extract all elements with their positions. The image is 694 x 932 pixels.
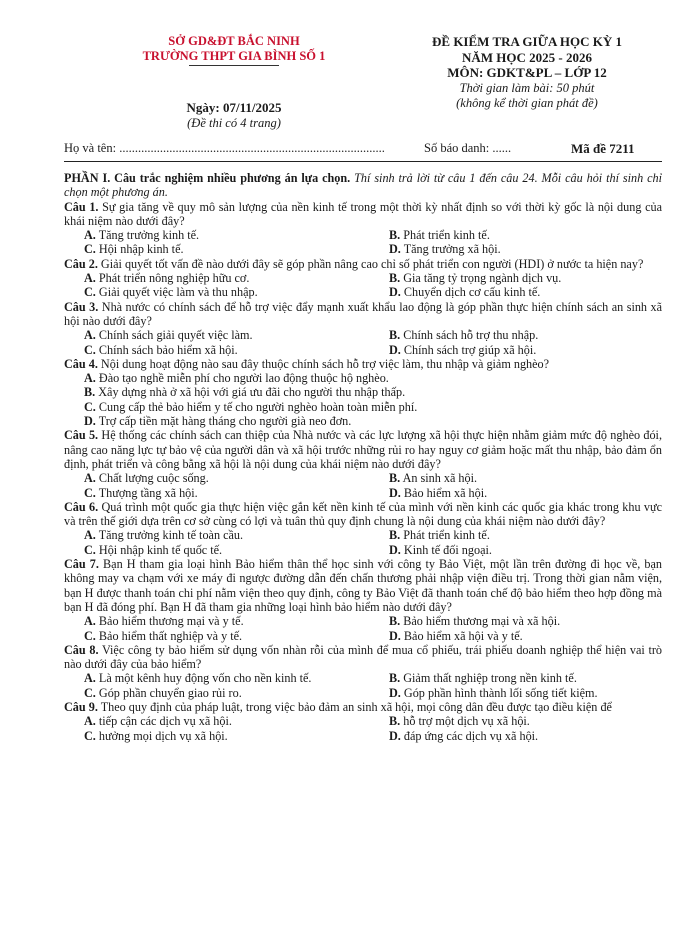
exam-code: Mã đề 7211 — [571, 141, 635, 156]
question-stem — [64, 300, 662, 329]
option-letter: A. — [84, 671, 96, 686]
option-text: Tăng trưởng xã hội. — [403, 242, 501, 257]
question-text: Quá trình một quốc gia thực hiện việc gắn kết nền kinh tế của mình với nền kinh các quốc gia khác trong khu vực và trên thế giới dựa trên cơ sở cùng có lợi và tuân thủ quy định chung là nội dung của khái niệm nào dưới đây? — [64, 499, 662, 529]
option-text: Là một kênh huy động vốn cho nền kinh tế. — [98, 671, 312, 686]
option-letter: A. — [84, 271, 96, 286]
question-stem — [64, 500, 662, 529]
option-text: Chính sách trợ giúp xã hội. — [403, 342, 537, 357]
option-letter: C. — [84, 399, 96, 414]
option-letter: D. — [389, 242, 401, 257]
option-letter: D. — [84, 414, 96, 429]
option-letter: B. — [389, 614, 401, 629]
option-letter: A. — [84, 471, 96, 486]
answer-option[interactable] — [64, 686, 369, 700]
answer-option[interactable] — [369, 228, 662, 242]
option-text: Chất lượng cuộc sống. — [98, 471, 209, 486]
question-9 — [64, 700, 662, 743]
answer-option[interactable] — [369, 671, 662, 685]
option-text: Giảm thất nghiệp trong nền kinh tế. — [403, 671, 577, 686]
option-text: Phát triển kinh tế. — [403, 528, 490, 543]
option-letter: C. — [84, 242, 96, 257]
question-text: Giải quyết tốt vấn đề nào dưới đây sẽ góp phần nâng cao chỉ số phát triển con người (HDI) ở nước ta hiện nay? — [100, 256, 644, 271]
question-text: Việc công ty bảo hiểm sử dụng vốn nhàn rỗi của mình để mua cổ phiếu, trái phiếu doanh nghiệp thể hiện vai trò nào dưới đây của bảo hiểm? — [64, 642, 662, 672]
question-label: Câu 2. — [64, 256, 98, 271]
option-letter: C. — [84, 628, 96, 643]
option-text: Bảo hiểm thương mại và xã hội. — [403, 614, 561, 629]
option-letter: B. — [389, 471, 401, 486]
answer-options — [64, 228, 662, 257]
option-letter: B. — [389, 714, 401, 729]
answer-option[interactable] — [64, 543, 369, 557]
answer-option[interactable] — [64, 242, 369, 256]
option-letter: D. — [389, 542, 401, 557]
option-letter: D. — [389, 728, 401, 743]
option-text: Đào tạo nghề miễn phí cho người lao động thuộc hộ nghèo. — [98, 371, 389, 386]
option-text: hưởng mọi dịch vụ xã hội. — [98, 728, 228, 743]
question-5 — [64, 428, 662, 499]
option-letter: C. — [84, 485, 96, 500]
option-letter: A. — [84, 228, 96, 243]
answer-options — [64, 271, 662, 300]
answer-option[interactable] — [369, 471, 662, 485]
answer-option[interactable] — [369, 271, 662, 285]
option-letter: D. — [389, 685, 401, 700]
option-text: Cung cấp thẻ bảo hiểm y tế cho người nghèo hoàn toàn miễn phí. — [98, 399, 418, 414]
part-1-instruction: Thí sinh trả lời từ câu 1 đến câu 24. Mỗi câu hỏi thí sinh chỉ chọn một phương án. — [64, 171, 663, 200]
question-stem — [64, 643, 662, 672]
answer-option[interactable] — [64, 414, 662, 428]
question-text: Hệ thống các chính sách can thiệp của Nhà nước và các lực lượng xã hội thực hiện nhằm giảm mức độ nghèo đói, nâng cao năng lực tự bảo vệ của người dân và xã hội trước những rủi ro hay nguy cơ giảm hoặc mất thu nhập, bảo đảm ổn định, phát triển và công bằng xã hội là nội dung của khái niệm nào dưới đây? — [64, 428, 662, 471]
answer-options — [64, 614, 662, 643]
option-letter: C. — [84, 342, 96, 357]
answer-option[interactable] — [64, 729, 369, 743]
question-text: Nhà nước có chính sách để hỗ trợ việc đẩy mạnh xuất khẩu lao động là góp phần thực hiện chính sách an sinh xã hội nào dưới đây? — [64, 299, 663, 328]
answer-option[interactable] — [369, 486, 662, 500]
option-text: Phát triển nông nghiệp hữu cơ. — [98, 271, 250, 286]
option-text: Xây dựng nhà ở xã hội với giá ưu đãi cho người thu nhập thấp. — [98, 385, 406, 400]
option-letter: B. — [389, 671, 401, 686]
question-label: Câu 5. — [64, 428, 99, 443]
option-letter: D. — [389, 285, 401, 300]
option-text: đáp ứng các dịch vụ xã hội. — [403, 728, 539, 743]
answer-option[interactable] — [64, 385, 662, 399]
question-text: Bạn H tham gia loại hình Bảo hiểm thân thể học sinh với công ty Bảo Việt, một lần trên đường đi học về, bạn không may va chạm với xe máy đi ngược đường dẫn đến chấn thương phải nhập viện điều trị. Trong thời gian nằm viện, bạn H được thanh toán chi phí nằm viện theo quy định, công ty Bảo Việt đã thanh toán chế độ bảo hiểm theo hợp đồng mà bạn H đã đóng phí. Bạn H đã tham gia những loại hình bảo hiểm nào dưới đây? — [64, 557, 663, 614]
option-text: Bảo hiểm xã hội và y tế. — [403, 628, 523, 643]
question-2 — [64, 257, 662, 300]
answer-option[interactable] — [64, 228, 369, 242]
department-name: SỞ GD&ĐT BẮC NINH — [168, 34, 300, 48]
option-text: Trợ cấp tiền mặt hàng tháng cho người già neo đơn. — [98, 414, 352, 429]
answer-options — [64, 528, 662, 557]
answer-option[interactable] — [369, 686, 662, 700]
option-text: Thượng tầng xã hội. — [98, 485, 198, 500]
answer-option[interactable] — [64, 371, 662, 385]
answer-options — [64, 371, 662, 428]
pages-note: (Đề thi có 4 trang) — [187, 115, 281, 130]
option-text: Hội nhập kinh tế. — [98, 242, 184, 257]
answer-option[interactable] — [64, 614, 369, 628]
option-text: Giải quyết việc làm và thu nhập. — [98, 285, 258, 300]
answer-option[interactable] — [64, 528, 369, 542]
option-text: An sinh xã hội. — [402, 471, 478, 486]
question-label: Câu 9. — [64, 699, 98, 714]
option-text: Kinh tế đối ngoại. — [403, 542, 492, 557]
option-text: Tăng trưởng kinh tế. — [98, 228, 200, 243]
answer-option[interactable] — [369, 328, 662, 342]
option-text: Hội nhập kinh tế quốc tế. — [98, 542, 223, 557]
answer-option[interactable] — [64, 400, 662, 414]
option-letter: A. — [84, 714, 96, 729]
option-text: Góp phần hình thành lối sống tiết kiệm. — [403, 685, 598, 700]
answer-option[interactable] — [369, 528, 662, 542]
answer-option[interactable] — [64, 671, 369, 685]
answer-option[interactable] — [369, 614, 662, 628]
answer-option[interactable] — [369, 343, 662, 357]
answer-options — [64, 471, 662, 500]
option-letter: C. — [84, 542, 96, 557]
answer-option[interactable] — [369, 285, 662, 299]
question-label: Câu 4. — [64, 356, 98, 371]
option-letter: A. — [84, 371, 96, 386]
option-text: Bảo hiểm thất nghiệp và y tế. — [98, 628, 243, 643]
header-right — [392, 34, 662, 111]
question-stem — [64, 357, 662, 371]
option-text: Chuyển dịch cơ cấu kinh tế. — [403, 285, 541, 300]
option-letter: A. — [84, 528, 96, 543]
header-divider — [64, 161, 662, 162]
school-name: TRƯỜNG THPT GIA BÌNH SỐ 1 — [142, 49, 326, 63]
question-8 — [64, 643, 662, 700]
option-letter: A. — [84, 328, 96, 343]
answer-option[interactable] — [369, 242, 662, 256]
option-letter: B. — [84, 385, 96, 400]
option-text: Chính sách giải quyết việc làm. — [98, 328, 253, 343]
option-letter: D. — [389, 628, 401, 643]
part-1-title: PHẦN I. Câu trắc nghiệm nhiều phương án lựa chọn. — [64, 171, 351, 185]
option-text: Chính sách hỗ trợ thu nhập. — [403, 328, 539, 343]
answer-option[interactable] — [64, 328, 369, 342]
option-letter: B. — [389, 328, 401, 343]
option-text: Tăng trưởng kinh tế toàn cầu. — [98, 528, 244, 543]
exam-time-note: (không kể thời gian phát đề) — [456, 95, 598, 110]
question-text: Theo quy định của pháp luật, trong việc bảo đảm an sinh xã hội, mọi công dân đều được tạo điều kiện để — [100, 699, 612, 714]
question-3 — [64, 300, 662, 357]
question-6 — [64, 500, 662, 557]
header-left — [84, 34, 384, 131]
answer-option[interactable] — [369, 543, 662, 557]
option-text: tiếp cận các dịch vụ xã hội. — [98, 714, 232, 729]
answer-option[interactable] — [64, 271, 369, 285]
question-text: Nội dung hoạt động nào sau đây thuộc chính sách hỗ trợ việc làm, thu nhập và giảm nghèo? — [100, 356, 550, 371]
question-label: Câu 3. — [64, 299, 99, 314]
option-text: Chính sách bảo hiểm xã hội. — [98, 342, 238, 357]
question-text: Sự gia tăng về quy mô sản lượng của nền kinh tế trong một thời kỳ nhất định so với thời kỳ gốc là nội dung của khái niệm nào dưới đây? — [64, 199, 662, 228]
question-label: Câu 7. — [64, 557, 99, 572]
option-text: Gia tăng tỷ trọng ngành dịch vụ. — [403, 271, 562, 286]
question-7 — [64, 557, 662, 643]
option-letter: B. — [389, 228, 401, 243]
option-letter: D. — [389, 342, 401, 357]
student-name-field[interactable]: Họ và tên: ..................................................................................... — [64, 141, 385, 155]
question-stem — [64, 257, 662, 271]
answer-option[interactable] — [64, 471, 369, 485]
question-label: Câu 8. — [64, 642, 99, 657]
option-text: Bảo hiểm xã hội. — [403, 485, 488, 500]
school-year: NĂM HỌC 2025 - 2026 — [462, 49, 592, 65]
answer-option[interactable] — [369, 714, 662, 728]
question-stem — [64, 428, 662, 471]
option-letter: A. — [84, 614, 96, 629]
option-letter: B. — [389, 528, 401, 543]
option-text: Bảo hiểm thương mại và y tế. — [98, 614, 244, 629]
header-left-underline — [189, 65, 279, 66]
option-text: Phát triển kinh tế. — [403, 228, 490, 243]
question-4 — [64, 357, 662, 428]
question-label: Câu 6. — [64, 499, 99, 514]
answer-option[interactable] — [64, 486, 369, 500]
exam-date: Ngày: 07/11/2025 — [186, 100, 282, 115]
option-text: Góp phần chuyển giao rủi ro. — [98, 685, 242, 700]
subject: MÔN: GDKT&PL – LỚP 12 — [447, 65, 607, 80]
exam-content — [64, 171, 662, 743]
question-list — [64, 200, 662, 743]
option-text: hỗ trợ một dịch vụ xã hội. — [403, 714, 530, 729]
question-stem — [64, 200, 662, 229]
option-letter: B. — [389, 271, 401, 286]
answer-option[interactable] — [64, 285, 369, 299]
question-1 — [64, 200, 662, 257]
option-letter: D. — [389, 485, 401, 500]
option-letter: C. — [84, 728, 96, 743]
answer-option[interactable] — [369, 729, 662, 743]
exam-title: ĐỀ KIỂM TRA GIỮA HỌC KỲ 1 — [432, 34, 622, 49]
question-label: Câu 1. — [64, 199, 99, 214]
answer-options — [64, 671, 662, 700]
exam-time: Thời gian làm bài: 50 phút — [459, 80, 595, 95]
option-letter: C. — [84, 685, 96, 700]
candidate-number-field[interactable]: Số báo danh: ...... — [424, 141, 512, 155]
answer-options — [64, 714, 662, 743]
option-letter: C. — [84, 285, 96, 300]
answer-option[interactable] — [369, 629, 662, 643]
answer-options — [64, 328, 662, 357]
answer-option[interactable] — [64, 714, 369, 728]
answer-option[interactable] — [64, 629, 369, 643]
question-stem — [64, 700, 662, 714]
answer-option[interactable] — [64, 343, 369, 357]
part-1-heading — [64, 171, 662, 200]
question-stem — [64, 557, 662, 614]
